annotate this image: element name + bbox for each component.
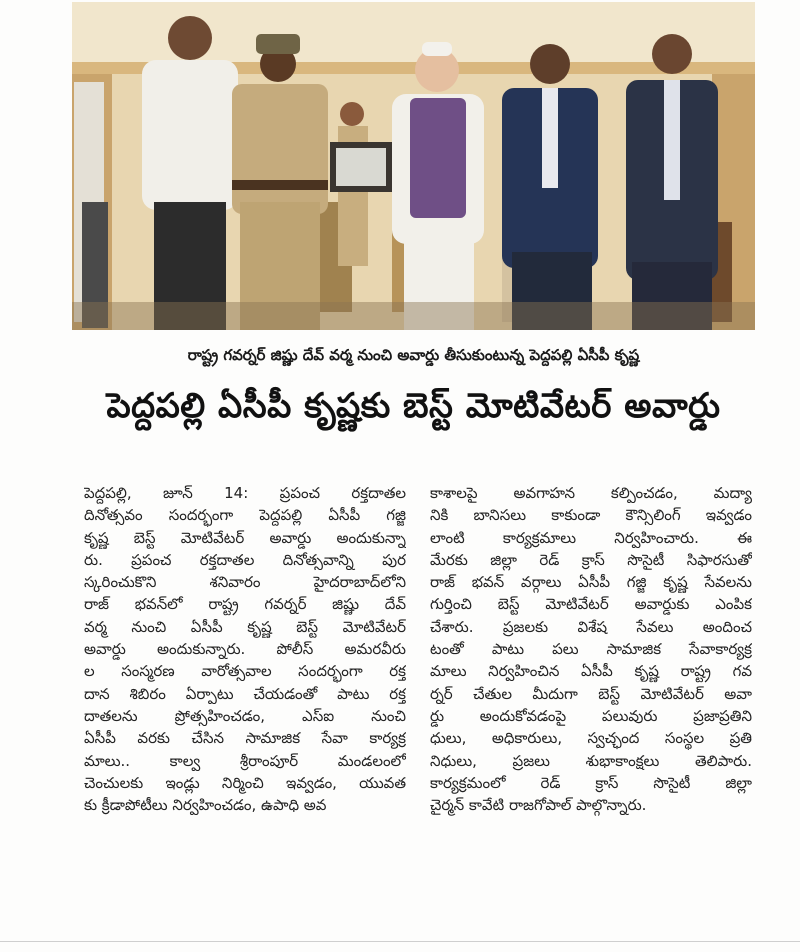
body-line: కు క్రీడాపోటీలు నిర్వహించడం, ఉపాధి అవ [84,796,327,815]
body-line: ల సంస్మరణ వారోత్సవాల సందర్భంగా రక్త [84,662,406,681]
body-line: రు. ప్రపంచ రక్తదాతల దినోత్సవాన్ని పుర [84,550,406,569]
body-line: దినోత్సవం సందర్భంగా పెద్దపల్లి ఏసీపీ గజ్జి [84,506,406,525]
body-line: గుర్తించి బెస్ట్ మోటివేటర్ అవార్డుకు ఎంపిక [430,595,752,614]
body-line: ర్నర్ చేతుల మీదుగా బెస్ట్ మోటివేటర్ అవా [430,684,752,703]
body-line: మాలు నిర్వహించిన ఏసీపీ కృష్ణ రాష్ట్ర గవ [430,662,752,681]
body-line: కాశాలపై అవగాహన కల్పించడం, మద్యా [430,484,752,502]
body-line: చేశారు. ప్రజలకు విశేష సేవలు అందించ [430,617,752,636]
award-photo [72,2,755,330]
body-line: దాన శిబిరం ఏర్పాటు చేయడంతో పాటు రక్త [84,684,406,703]
body-line: కృష్ణ బెస్ట్ మోటివేటర్ అవార్డు అందుకున్నా [84,528,406,547]
body-line: ర్డు అందుకోవడంపై పలువురు ప్రజాప్రతిని [430,706,752,725]
body-line: దాతలను ప్రోత్సహించడం, ఎస్ఐ నుంచి [84,706,406,725]
body-line: చైర్మన్ కావేటి రాజగోపాల్ పాల్గొన్నారు. [430,796,647,815]
body-line: స్కరించుకొని శనివారం హైదరాబాద్‌లోని [84,573,406,592]
bottom-divider [0,941,800,942]
body-line: మాలు.. కాల్వ శ్రీరాంపూర్ మండలంలో [84,751,406,770]
body-line: పెద్దపల్లి, జూన్ 14: ప్రపంచ రక్తదాతల [84,484,406,502]
article-column-right [430,482,752,816]
photo-caption: రాష్ట్ర గవర్నర్ జిష్ణు దేవ్ వర్మ నుంచి అవార్డు తీసుకుంటున్న పెద్దపల్లి ఏసీపీ కృష్ణ [187,346,640,364]
body-line: చెంచులకు ఇండ్లు నిర్మించి ఇవ్వడం, యువత [84,773,406,792]
body-line: ఏసీపీ వరకు చేసిన సామాజిక సేవా కార్యక్ర [84,729,406,748]
body-line: టంతో పాటు పలు సామాజిక సేవాకార్యక్ర [430,640,752,659]
article-column-left [84,482,406,816]
body-line: నికి బానిసలు కాకుండా కౌన్సిలింగ్ ఇవ్వడం [430,506,752,525]
body-line: వర్మ నుంచి ఏసీపీ కృష్ణ బెస్ట్ మోటివేటర్ [84,617,406,636]
body-line: రాజ్ భవన్ వర్గాలు ఏసీపీ గజ్జి కృష్ణ సేవలను [430,573,752,592]
body-line: నిధులు, ప్రజలు శుభాకాంక్షలు తెలిపారు. [430,751,752,770]
body-line: లాంటి కార్యక్రమాలు నిర్వహించారు. ఈ [430,528,752,547]
body-line: ధులు, అధికారులు, స్వచ్ఛంద సంస్థల ప్రతి [430,729,752,748]
body-line: కార్యక్రమంలో రెడ్ క్రాస్ సొసైటీ జిల్లా [430,773,752,792]
body-line: అవార్డు అందుకున్నారు. పోలీస్ అమరవీరు [84,640,406,659]
body-line: రాజ్ భవన్‌లో రాష్ట్ర గవర్నర్ జిష్ణు దేవ్ [84,595,406,614]
headline: పెద్దపల్లి ఏసీపీ కృష్ణకు బెస్ట్ మోటివేటర్ అవార్డు [106,386,721,426]
body-line: మేరకు జిల్లా రెడ్ క్రాస్ సొసైటీ సిఫారసుతో [430,550,752,569]
